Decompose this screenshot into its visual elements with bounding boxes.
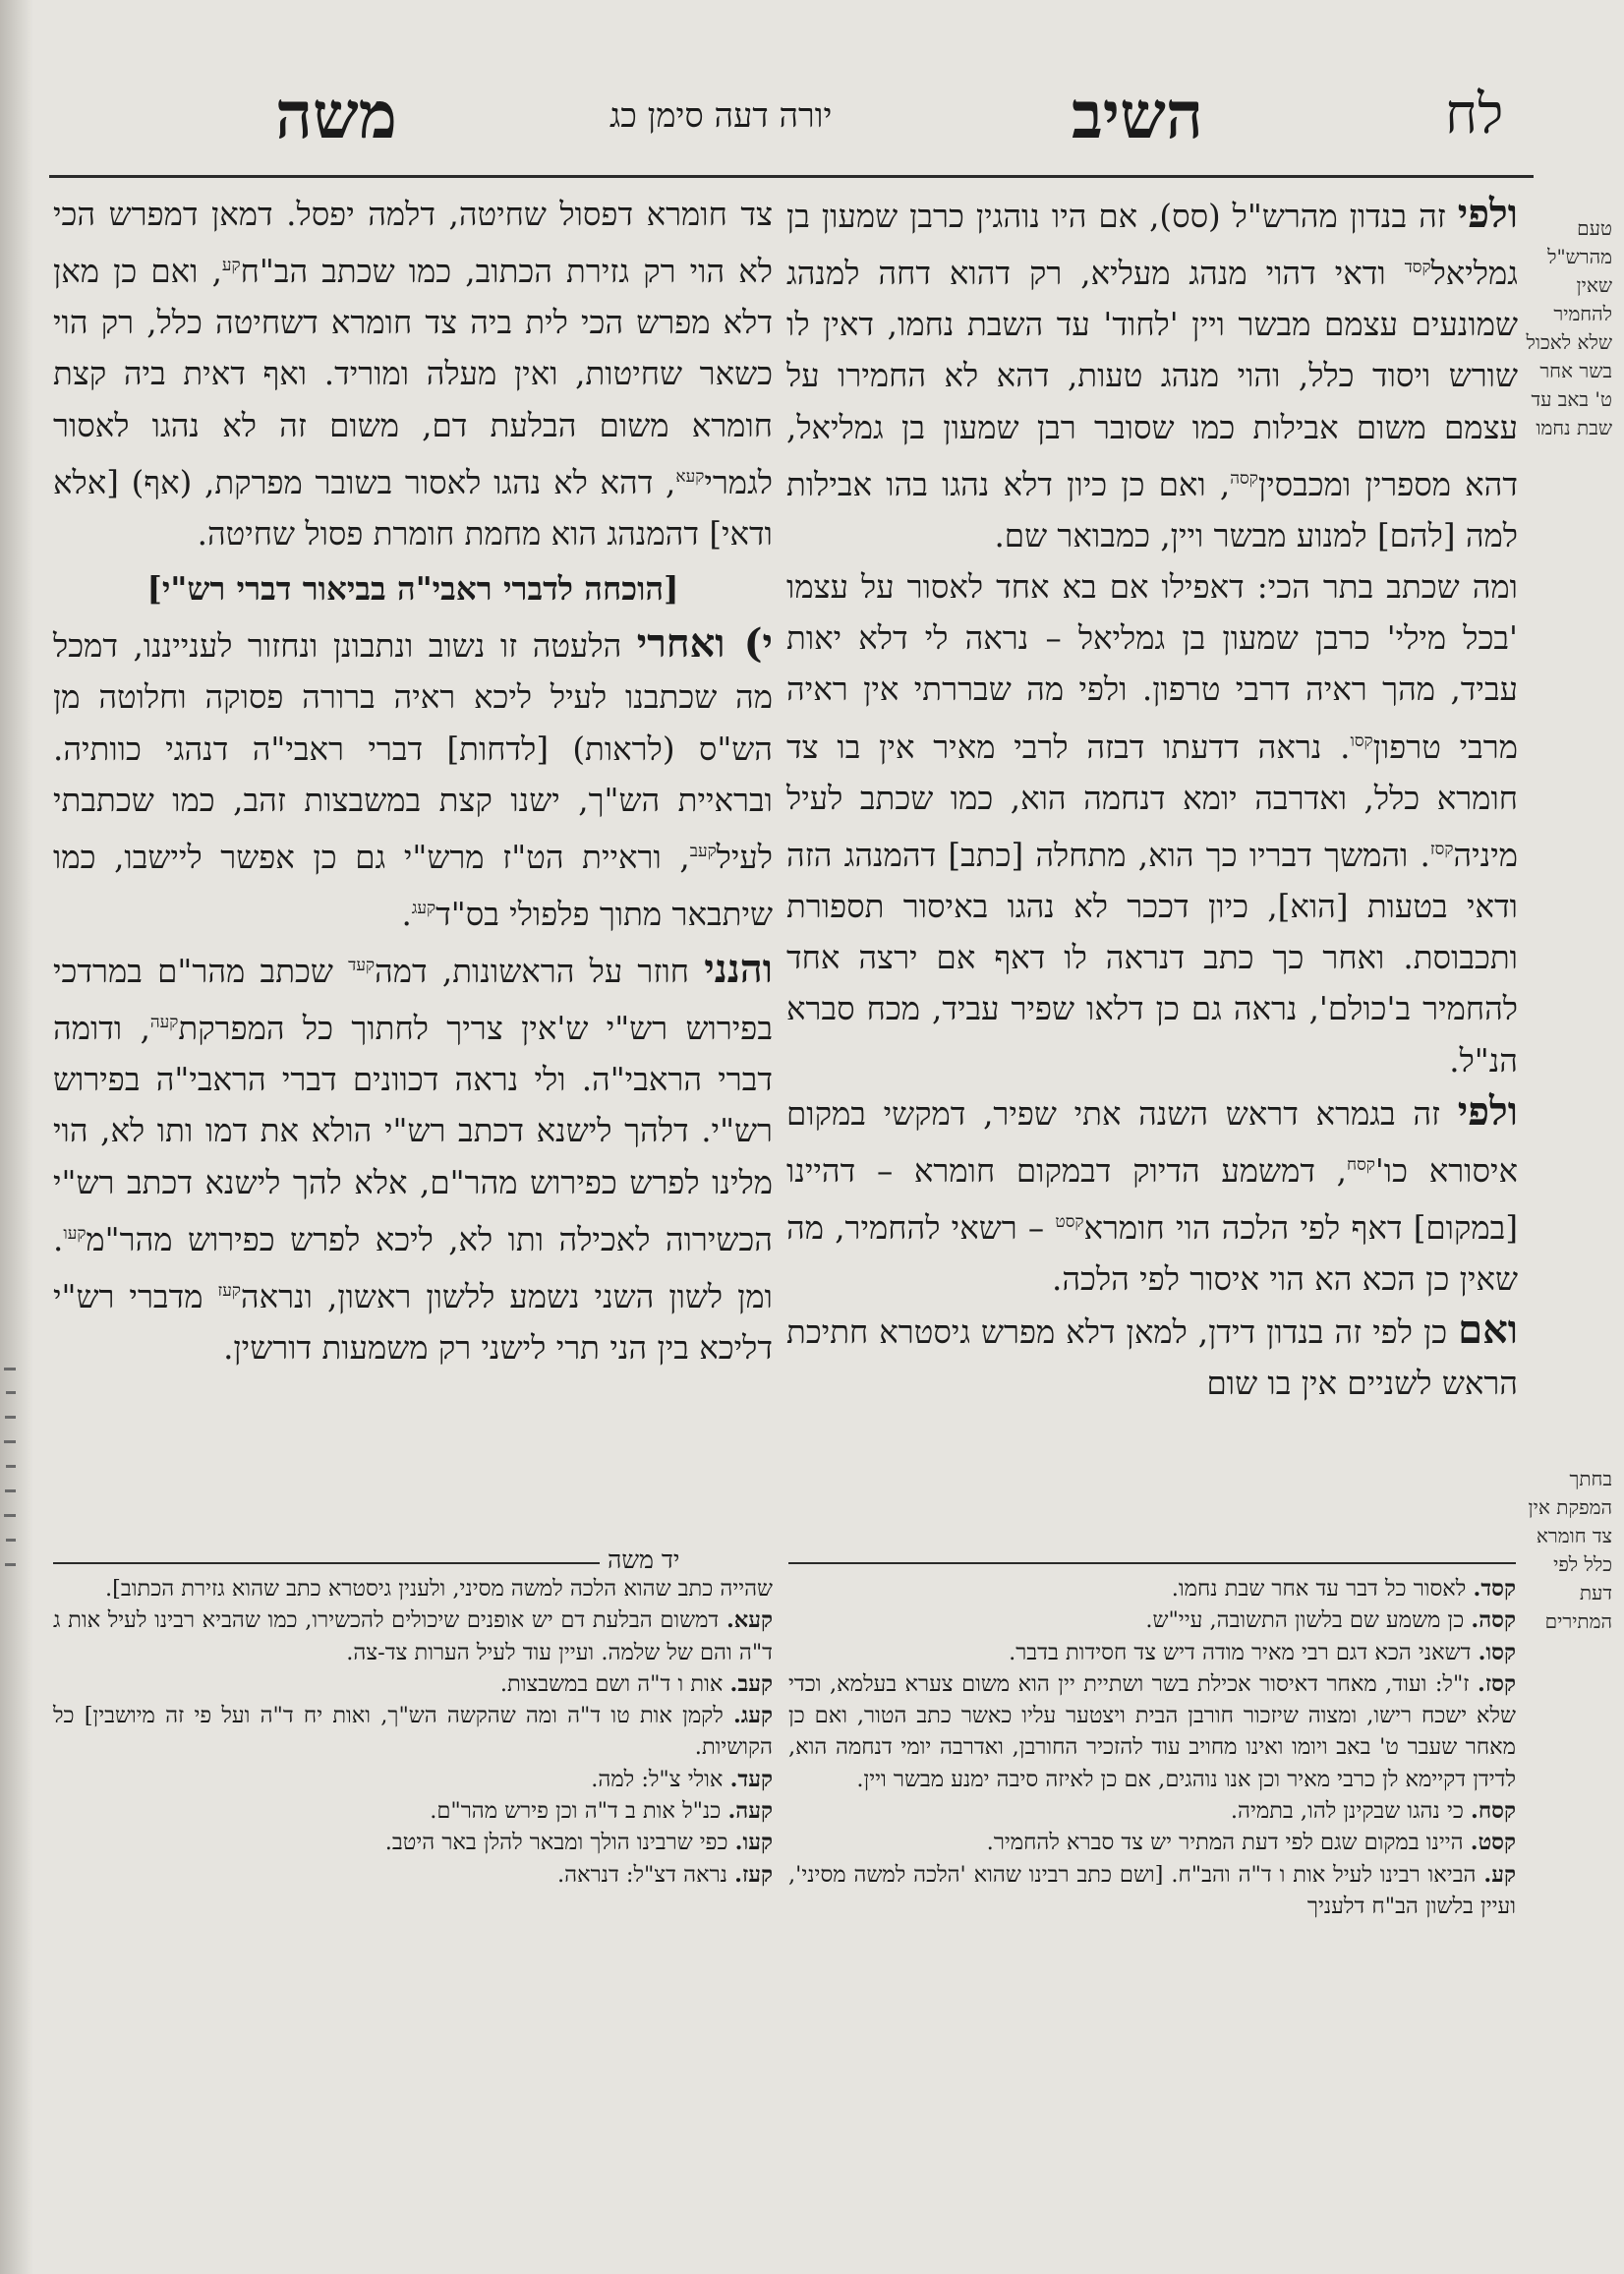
footnote-marker: קסו: [1350, 730, 1373, 751]
footnote: [53, 1764, 773, 1795]
paragraph-lead-word: י) ואחרי: [636, 620, 773, 668]
text-run: זה בגמרא דראש השנה אתי שפיר, דמקשי במקום איסורא כו': [786, 1094, 1518, 1190]
footnote: [53, 1668, 773, 1700]
footnotes-column-left: [53, 1573, 773, 1891]
footnote-text: כי נהגו שבקינן להו, בתמיה.: [1230, 1798, 1471, 1825]
paragraph: [53, 189, 773, 559]
footnotes-column-right: [788, 1573, 1516, 1922]
footnotes-title: יד משה: [600, 1545, 687, 1575]
footnote: [53, 1859, 773, 1891]
text-run: , דהא לא נהגו לאסור בשובר מפרקת, (אף) [אלא ודאי] דהמנהג הוא מחמת חומרת פסול שחיטה.: [53, 463, 773, 553]
footnote: [788, 1859, 1516, 1923]
footnote-label: קעד.: [729, 1766, 773, 1792]
text-run: , ואם כן כיון דלא נהגו בהו אבילות למה [להם] למנוע מבשר ויין, כמבואר שם.: [786, 465, 1518, 554]
paragraph: [53, 618, 773, 940]
margin-note: טעם מהרש"ל שאין להחמיר שלא לאכול בשר אחר ט' באב עד שבת נחמו: [1526, 216, 1612, 439]
footnote-marker: קעה: [149, 1013, 179, 1033]
footnote: [788, 1668, 1516, 1795]
text-run: . והמשך דבריו כך הוא, מתחלה [כתב] דהמנהג הזה ודאי בטעות [הוא], כיון דככר לא נהגו באיסור תספורת ותכבוסת. ואחר כך כתב דנראה לו דאף אם ירצה אחד להחמיר ב'כולם', נראה גם כן דלאו שפיר עביד, מכח סברא הנ"ל.: [786, 836, 1518, 1079]
footnote-marker: קע: [221, 256, 241, 276]
footnote-text: היינו במקום שגם לפי דעת המתיר יש צד סברא להחמיר.: [986, 1830, 1471, 1856]
header-rule: [49, 175, 1534, 178]
footnote-label: קעה.: [727, 1798, 773, 1825]
footnotes-rule: [788, 1562, 1516, 1564]
footnote-text: כן משמע שם בלשון התשובה, עיי"ש.: [1145, 1607, 1472, 1634]
footnote-text: כנ"ל אות ב ד"ה וכן פירש מהר"ם.: [430, 1798, 728, 1825]
footnote-marker: קסד: [1404, 258, 1431, 278]
footnote-marker: קעג: [411, 899, 436, 919]
footnote-text: דשאני הכא דגם רבי מאיר מודה דיש צד חסידות בדבר.: [1009, 1639, 1479, 1665]
footnote-marker: קעד: [348, 956, 376, 976]
footnote: [53, 1795, 773, 1827]
paragraph: [786, 1086, 1518, 1305]
footnote-label: קסד.: [1473, 1576, 1516, 1602]
footnote-marker: קסה: [1230, 468, 1258, 489]
paragraph-lead-word: ולפי: [1457, 1087, 1518, 1135]
footnote-marker: קעז: [217, 1280, 241, 1301]
footnote-marker: קעו: [63, 1223, 87, 1244]
text-run: . ומן לשון השני נשמע ללשון ראשון, ונראה: [53, 1220, 773, 1315]
footnote-text: כפי שרבינו הולך ומבאר להלן באר היטב.: [384, 1830, 735, 1856]
section-reference: יורה דעה סימן כג: [609, 96, 833, 136]
text-run: , ודומה דברי הראבי"ה. ולי נראה דכוונים דברי הראבי"ה בפירוש רש"י. דלהך לישנא דכתב רש"י הולא את דמו ותו לא, הוי מלינו לפרש כפירוש מהר"ם, אלא להך לישנא דכתב רש"י הכשירוה לאכילה ותו לא, ליכא לפרש כפירוש מהר"מ: [53, 1010, 773, 1258]
text-run: הלעטה זו נשוב ונתבונן ונחזור לענייננו, דמכל מה שכתבנו לעיל ליכא ראיה ברורה פסוקה וחלוטה מן הש"ס (לראות) [לדחות] דברי ראבי"ה דנהגי כוותיה. ובראיית הש"ך, ישנו קצת במשבצות זהב, כמו שכתבתי לעיל: [53, 627, 773, 876]
footnote: [53, 1700, 773, 1764]
paragraph-lead-word: והנני: [704, 945, 773, 992]
paragraph-lead-word: ואם: [1458, 1307, 1518, 1354]
footnote-label: קעא.: [725, 1607, 773, 1634]
text-run: שכתב מהר"ם במרדכי בפירוש רש"י ש'אין צריך לחתוך כל המפרקת: [53, 952, 773, 1048]
text-run: צד חומרא דפסול שחיטה, דלמה יפסל. דמאן דמפרש הכי לא הוי רק גזירת הכתוב, כמו שכתב הב"ח: [53, 196, 773, 291]
footnote: [53, 1604, 773, 1668]
text-run: ודאי דהוי מנהג מעליא, רק דהוא דחה למנהג שמונעים עצמם מבשר ויין 'לחוד' עד השבת נחמו, דאין לו שורש ויסוד כלל, והוי מנהג טעות, דהא לא החמירו על עצמם משום אבילות כמו שסובר רבן שמעון בן גמליאל, דהא מספרין ומכבסין: [786, 255, 1518, 503]
text-run: , דמשמע הדיוק דבמקום חומרא – דהיינו [במקום] דאף לפי הלכה הוי חומרא: [786, 1151, 1518, 1247]
paragraph: [786, 189, 1518, 561]
footnote: [788, 1604, 1516, 1636]
text-run: , ואם כן מאן דלא מפרש הכי לית ביה צד חומרא דשחיטה כלל, רק הוי כשאר שחיטות, ואין מעלה ומוריד. ואף דאית ביה קצת חומרא משום הבלעת דם, משום זה לא נהגו לאסור לגמרי: [53, 253, 773, 501]
text-run: .: [401, 895, 412, 933]
paragraph-lead-word: ולפי: [1457, 191, 1518, 237]
text-run: חוזר על הראשונות, דמה: [375, 952, 705, 990]
text-run: כן לפי זה בנדון דידן, למאן דלא מפרש גיסטרא חתיכת הראש לשניים אין בו שום: [786, 1313, 1518, 1403]
footnote-label: קעג.: [732, 1703, 773, 1729]
footnote-label: קסט.: [1470, 1830, 1516, 1856]
footnote-text: דמשום הבלעת דם יש אופנים שיכולים להכשירו, כמו שהביא רבינו לעיל אות ג ד"ה והם של שלמה. ועיין עוד לעיל הערות צד-צה.: [53, 1607, 773, 1665]
main-text-column-right: [786, 189, 1518, 1410]
footnote-label: קסו.: [1478, 1639, 1516, 1665]
section-heading: [הוכחה לדברי ראבי"ה בביאור דברי רש"י]: [146, 569, 679, 609]
footnote: [788, 1637, 1516, 1668]
footnote-label: קסה.: [1471, 1607, 1516, 1634]
text-run: מדברי רש"י דליכא בין הני תרי לישני רק משמעות דורשין.: [53, 1277, 773, 1367]
page-number: לח: [1445, 83, 1504, 146]
footnote: [788, 1795, 1516, 1827]
footnote-marker: קסח: [1347, 1154, 1375, 1175]
footnote-marker: קעב: [689, 842, 717, 862]
footnote-label: קעב.: [729, 1670, 773, 1697]
footnote-text: אות ו ד"ה ושם במשבצות.: [499, 1670, 730, 1697]
footnotes-rule: [53, 1562, 643, 1564]
footnote-marker: קסט: [1055, 1212, 1084, 1232]
paragraph: [786, 561, 1518, 1086]
text-run: – רשאי להחמיר, מה שאין כן הכא הא הוי איסור לפי הלכה.: [786, 1208, 1518, 1299]
footnote-text: ז"ל: ועוד, מאחר דאיסור אכילת בשר ושתיית יין הוא משום צערא בעלמא, וכדי שלא ישכח רישו, ומצוה שיזכור חורבן הבית ויצטער עליו כאשר כתב הטור, ואם כן מאחר שעבר ט' באב ויומו ואינו מחויב עוד להזכיר החורבן, ואדרבה יומי דנחמה הוא, לדידן דקיימא לן כרבי מאיר וכן אנו נוהגים, אם כן לאיזה סיבה ימנע מבשר ויין.: [788, 1670, 1516, 1792]
text-run: . נראה דדעתו דבזה לרבי מאיר אין בו צד חומרא כלל, ואדרבה יומא דנחמה הוא, כמו שכתב לעיל מיניה: [786, 728, 1518, 874]
footnote-label: קעו.: [734, 1830, 773, 1856]
footnote-text: הביאו רבינו לעיל אות ו ד"ה והב"ח. [ושם כתב רבינו שהוא 'הלכה למשה מסיני', ועיין בלשון הב"ח דלעניך: [788, 1861, 1516, 1919]
text-run: ומה שכתב בתר הכי: דאפילו אם בא אחד לאסור על עצמו 'בכל מילי' כרבן שמעון בן גמליאל – נראה לי דלא יאות עביד, מהך ראיה דרבי טרפון. ולפי מה שבררתי אין ראיה מרבי טרפון: [786, 568, 1518, 766]
footnote-label: קסז.: [1478, 1670, 1516, 1697]
book-binding-shadow: [0, 0, 33, 2274]
main-text-column-left: [53, 189, 773, 1373]
footnote: [788, 1827, 1516, 1858]
text-run: זה בנדון מהרש"ל (סס), אם היו נוהגין כרבן שמעון בן גמליאל: [786, 198, 1518, 293]
margin-note: בחתך המפקת אין צד חומרא כלל לפי דעת המתירים: [1528, 1467, 1612, 1633]
page-header: [0, 69, 1624, 167]
footnote-text: שהייה כתב שהוא הלכה למשה מסיני, ולענין גיסטרא כתב שהוא גזירת הכתוב].: [104, 1576, 773, 1602]
footnote: [788, 1573, 1516, 1604]
footnote-text: לאסור כל דבר עד אחר שבת נחמו.: [1171, 1576, 1474, 1602]
paragraph: [786, 1305, 1518, 1409]
paragraph: [53, 940, 773, 1373]
footnote-text: נראה דצ"ל: דנראה.: [556, 1861, 735, 1888]
footnote: [53, 1827, 773, 1858]
footnote-label: קעז.: [734, 1861, 773, 1888]
footnote-text: אולי צ"ל: למה.: [591, 1766, 730, 1792]
footnote-text: לקמן אות טו ד"ה ומה שהקשה הש"ך, ואות יח ד"ה ועל פי זה מיושבין] כל הקושיות.: [53, 1703, 773, 1761]
text-run: , וראיית הט"ז מרש"י גם כן אפשר ליישבו, כמו שיתבאר מתוך פלפולי בס"ד: [53, 838, 773, 933]
running-title-left: משה: [275, 77, 397, 153]
footnote-label: קסח.: [1471, 1798, 1516, 1825]
footnote-marker: קעא: [675, 466, 705, 487]
binding-bleed-marks: [0, 1362, 20, 1617]
footnote-label: קע.: [1483, 1861, 1516, 1888]
footnote: [53, 1573, 773, 1604]
running-title-right: השיב: [1072, 77, 1203, 153]
footnote-marker: קסז: [1429, 839, 1454, 859]
